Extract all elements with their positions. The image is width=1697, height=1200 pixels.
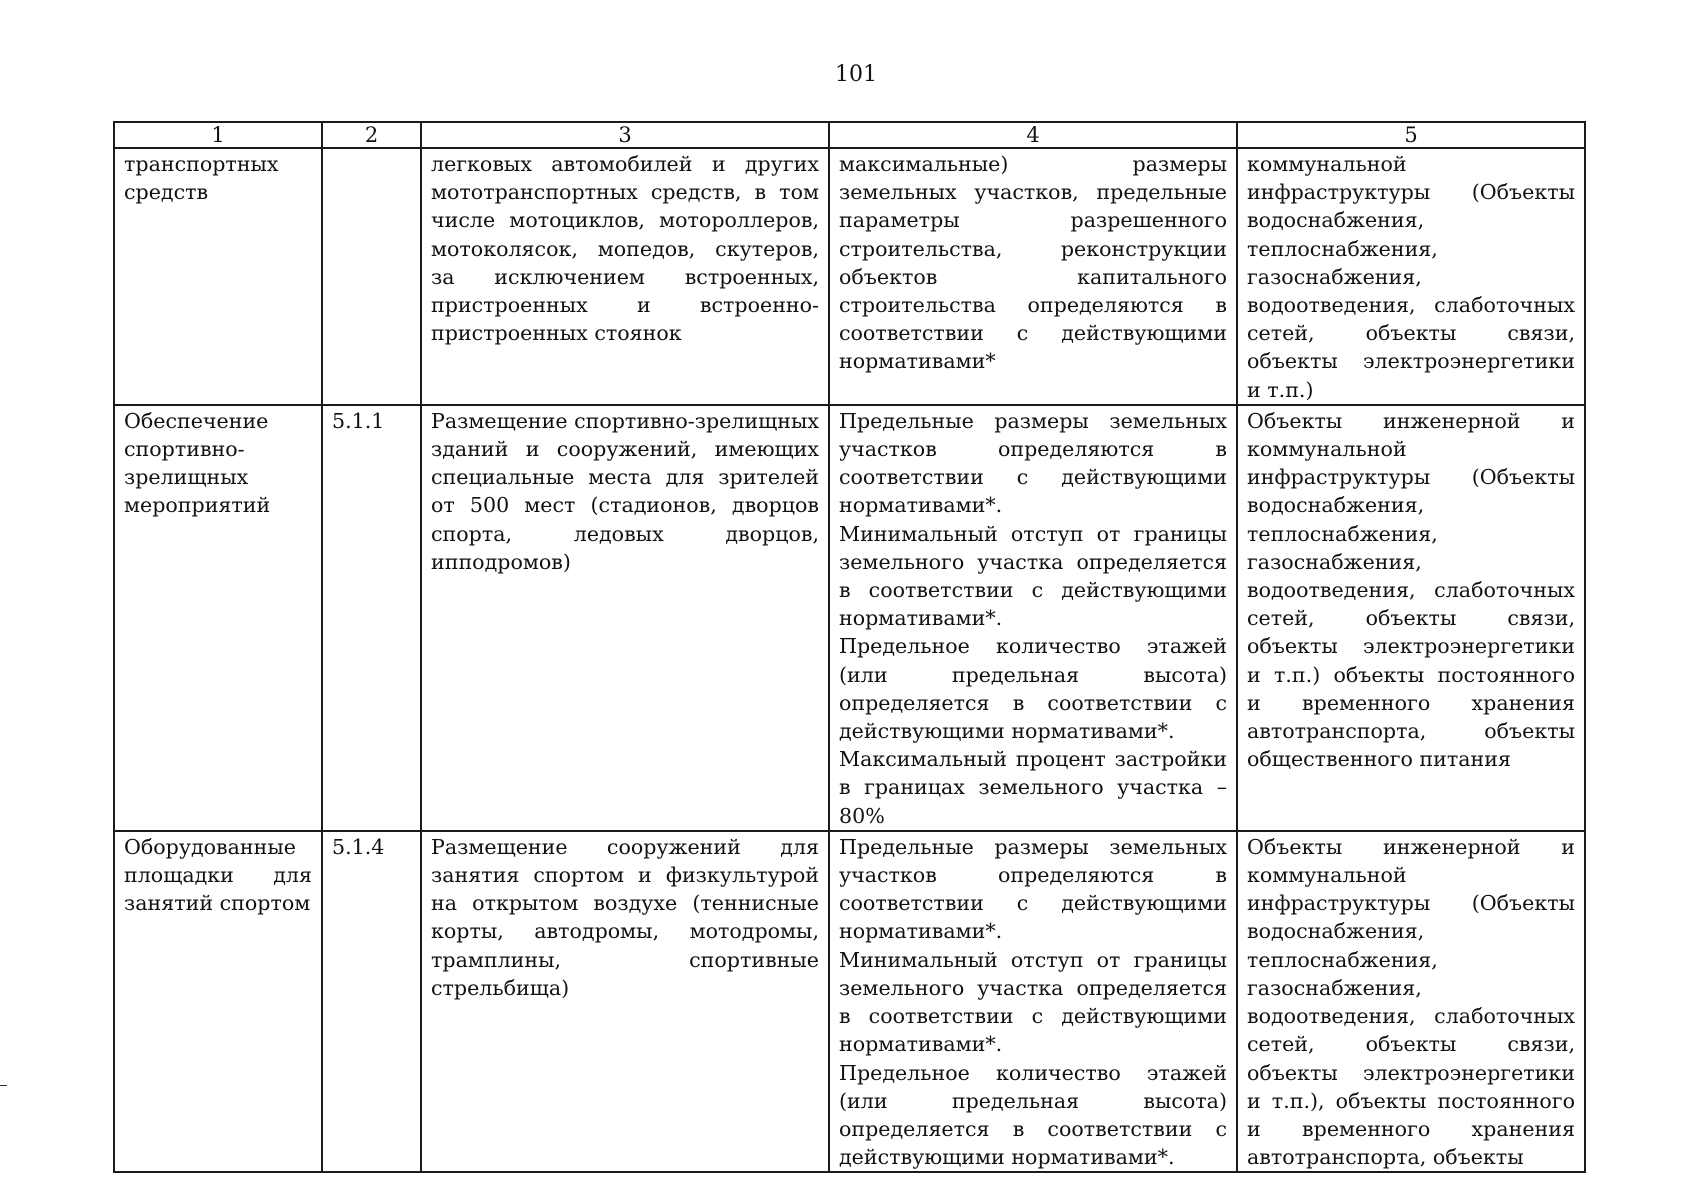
table-header-row [114,122,1585,148]
parameter-line: Предельные размеры земельных участков определяются в соответствии с действующими нормативами*. [839,408,1227,518]
column-header: 1 [114,122,322,148]
land-use-table [113,121,1586,1173]
use-code-cell [322,148,421,405]
use-type-cell: Оборудованные площадки для занятий спортом [114,831,322,1172]
auxiliary-uses-cell: коммунальной инфраструктуры (Объекты водоснабжения, теплоснабжения, газоснабжения, водоотведения, слаботочных сетей, объекты связи, объекты электроэнергетики и т.п.) [1237,148,1585,405]
parameter-line: Предельное количество этажей (или предельная высота) определяется в соответствии с действующими нормативами*. [839,634,1227,744]
table-row [114,405,1585,831]
column-header: 3 [421,122,829,148]
table-row [114,148,1585,405]
description-cell: Размещение сооружений для занятия спортом и физкультурой на открытом воздухе (теннисные корты, автодромы, мотодромы, трамплины, спортивные стрельбища) [421,831,829,1172]
parameter-line: Предельное количество этажей (или предельная высота) определяется в соответствии с действующими нормативами*. [839,1060,1227,1170]
description-cell: легковых автомобилей и других мототранспортных средств, в том числе мотоциклов, мотороллеров, мотоколясок, мопедов, скутеров, за исключением встроенных, пристроенных и встроенно-пристроенных стоянок [421,148,829,405]
use-type-cell: транспортных средств [114,148,322,405]
parameter-line: Предельные размеры земельных участков определяются в соответствии с действующими нормативами*. [839,834,1227,944]
column-header: 5 [1237,122,1585,148]
scan-edge-mark [0,1085,7,1086]
auxiliary-uses-cell: Объекты инженерной и коммунальной инфраструктуры (Объекты водоснабжения, теплоснабжения, газоснабжения, водоотведения, слаботочных сетей, объекты связи, объекты электроэнергетики и т.п.), объекты постоянного и временного хранения автотранспорта, объекты [1237,831,1585,1172]
table-row [114,831,1585,1172]
parameter-line: Минимальный отступ от границы земельного участка определяется в соответствии с действующими нормативами*. [839,947,1227,1057]
parameters-cell: максимальные) размеры земельных участков, предельные параметры разрешенного строительства, реконструкции объектов капитального строительства определяются в соответствии с действующими нормативами* [829,148,1237,405]
description-cell: Размещение спортивно-зрелищных зданий и сооружений, имеющих специальные места для зрителей от 500 мест (стадионов, дворцов спорта, ледовых дворцов, ипподромов) [421,405,829,831]
use-code-cell: 5.1.4 [322,831,421,1172]
parameters-cell [829,831,1237,1172]
use-type-cell: Обеспечение спортивно-зрелищных мероприятий [114,405,322,831]
column-header: 2 [322,122,421,148]
parameter-line: Максимальный процент застройки в границах земельного участка – 80% [839,747,1227,828]
use-code-cell: 5.1.1 [322,405,421,831]
page-number: 101 [835,62,877,87]
parameter-line: Минимальный отступ от границы земельного участка определяется в соответствии с действующими нормативами*. [839,521,1227,631]
auxiliary-uses-cell: Объекты инженерной и коммунальной инфраструктуры (Объекты водоснабжения, теплоснабжения, газоснабжения, водоотведения, слаботочных сетей, объекты связи, объекты электроэнергетики и т.п.) объекты постоянного и временного хранения автотранспорта, объекты общественного питания [1237,405,1585,831]
column-header: 4 [829,122,1237,148]
parameters-cell [829,405,1237,831]
